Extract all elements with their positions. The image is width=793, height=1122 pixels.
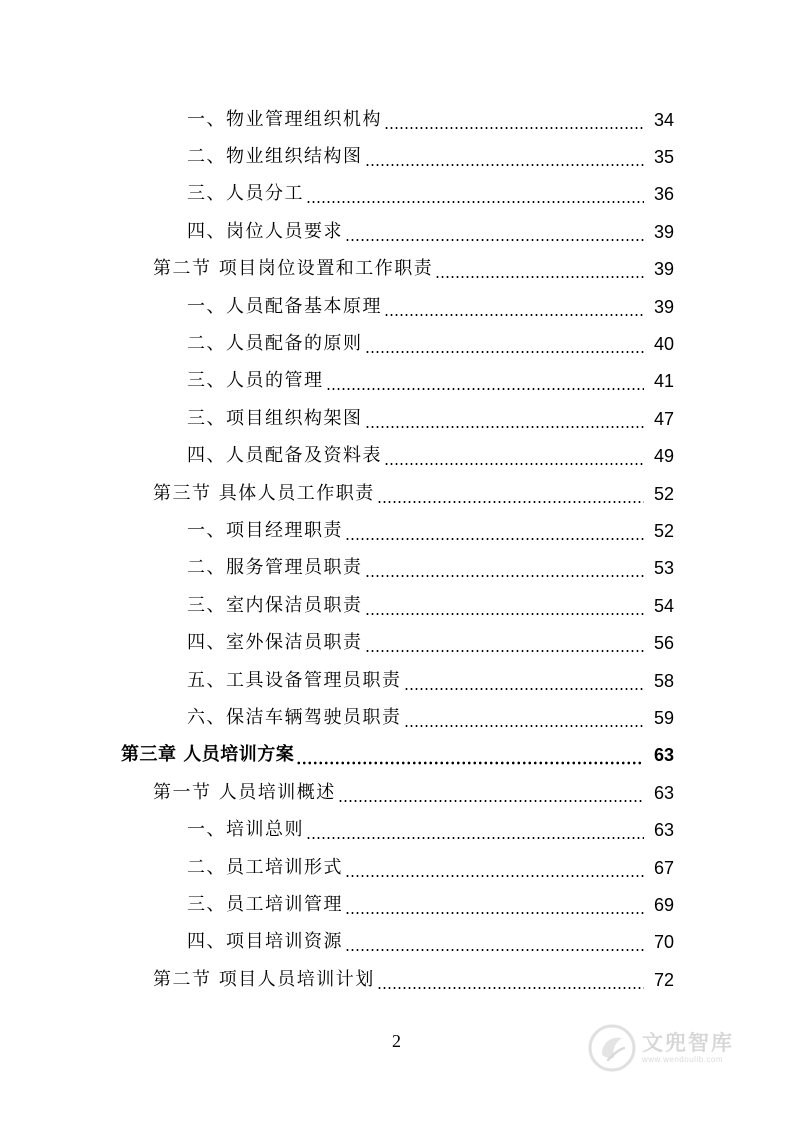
toc-entry-title: 六、保洁车辆驾驶员职责 [187, 706, 402, 728]
dot-leader [306, 183, 644, 205]
toc-entry[interactable] [0, 849, 793, 886]
toc-entry[interactable] [0, 811, 793, 848]
toc-entry-title: 三、员工培训管理 [187, 893, 343, 915]
page-number: 2 [392, 1031, 401, 1051]
dot-leader [377, 483, 644, 505]
dot-leader [384, 445, 644, 467]
toc-entry[interactable] [0, 886, 793, 923]
dot-leader [326, 370, 645, 392]
toc-entry-page: 54 [653, 595, 674, 616]
toc-entry-title: 三、项目组织构架图 [187, 407, 363, 429]
toc-entry-page: 56 [653, 633, 674, 654]
toc-entry[interactable] [0, 550, 793, 587]
toc-entry-page: 41 [653, 371, 674, 392]
toc-entry-page: 36 [653, 184, 674, 205]
toc-entry[interactable] [0, 924, 793, 961]
toc-entry-page: 72 [653, 969, 674, 990]
toc-entry-page: 35 [653, 147, 674, 168]
toc-entry-page: 40 [653, 334, 674, 355]
dot-leader [404, 707, 645, 729]
toc-entry[interactable] [0, 363, 793, 400]
toc-entry[interactable] [0, 101, 793, 138]
toc-entry-page: 53 [653, 558, 674, 579]
watermark-url: www.wendoulib.com [642, 1055, 723, 1064]
toc-entry-title: 四、人员配备及资料表 [187, 445, 382, 467]
watermark [588, 1018, 788, 1078]
toc-entry-title: 一、物业管理组织机构 [187, 108, 382, 130]
toc-entry[interactable] [0, 288, 793, 325]
toc-entry-title: 四、项目培训资源 [187, 931, 343, 953]
wenku-logo-icon [588, 1024, 636, 1072]
dot-leader [306, 819, 644, 841]
toc-entry[interactable] [0, 325, 793, 362]
toc-entry-title: 三、人员的管理 [187, 370, 324, 392]
toc-entry-page: 67 [653, 857, 674, 878]
toc-entry[interactable] [0, 400, 793, 437]
toc-entry-title: 四、岗位人员要求 [187, 220, 343, 242]
toc-entry-title: 四、室外保洁员职责 [187, 632, 363, 654]
toc-entry-title: 第二节 项目岗位设置和工作职责 [153, 258, 434, 280]
watermark-text [642, 1031, 734, 1065]
toc-entry-title: 第三节 具体人员工作职责 [153, 482, 375, 504]
toc-entry-page: 63 [653, 745, 674, 766]
dot-leader [365, 408, 645, 430]
toc-entry-title: 五、工具设备管理员职责 [187, 669, 402, 691]
dot-leader [377, 969, 644, 991]
watermark-name: 文兜智库 [642, 1031, 734, 1055]
toc-entry-page: 63 [653, 782, 674, 803]
toc-entry[interactable] [0, 138, 793, 175]
toc-entry-title: 二、服务管理员职责 [187, 557, 363, 579]
toc-entry-page: 52 [653, 483, 674, 504]
toc-entry[interactable] [0, 512, 793, 549]
toc-entry-page: 59 [653, 707, 674, 728]
dot-leader [384, 296, 644, 318]
toc-entry[interactable] [0, 176, 793, 213]
toc-entry-title: 第二节 项目人员培训计划 [153, 968, 375, 990]
dot-leader [365, 557, 645, 579]
dot-leader [345, 931, 644, 953]
toc-entry[interactable] [0, 587, 793, 624]
toc-entry-title: 第三章 人员培训方案 [121, 744, 295, 766]
dot-leader [365, 333, 645, 355]
toc-entry-page: 63 [653, 820, 674, 841]
toc-entry[interactable] [0, 213, 793, 250]
toc-entry-page: 39 [653, 221, 674, 242]
toc-entry-title: 一、培训总则 [187, 819, 304, 841]
dot-leader [404, 670, 645, 692]
toc-entry-title: 二、物业组织结构图 [187, 146, 363, 168]
toc-entry-title: 三、室内保洁员职责 [187, 594, 363, 616]
toc-entry-page: 49 [653, 446, 674, 467]
toc-entry-page: 52 [653, 520, 674, 541]
dot-leader [435, 258, 644, 280]
toc-entry-page: 39 [653, 296, 674, 317]
dot-leader [345, 221, 644, 243]
toc-entry[interactable] [0, 251, 793, 288]
toc-entry[interactable] [0, 438, 793, 475]
toc-entry[interactable] [0, 662, 793, 699]
toc-entry[interactable] [0, 774, 793, 811]
toc-entry-title: 第一节 人员培训概述 [153, 781, 336, 803]
toc-entry[interactable] [0, 961, 793, 998]
toc-entry-page: 47 [653, 408, 674, 429]
toc-entry-title: 二、员工培训形式 [187, 856, 343, 878]
toc-entry[interactable] [0, 699, 793, 736]
toc-entry-page: 69 [653, 894, 674, 915]
dot-leader [365, 595, 645, 617]
dot-leader [365, 146, 645, 168]
dot-leader [365, 632, 645, 654]
toc-entry-title: 二、人员配备的原则 [187, 333, 363, 355]
toc-entry-title: 一、人员配备基本原理 [187, 295, 382, 317]
dot-leader [384, 109, 644, 131]
toc-entry[interactable] [0, 475, 793, 512]
dot-leader [345, 894, 644, 916]
toc-entry[interactable] [0, 737, 793, 774]
dot-leader [296, 744, 644, 766]
table-of-contents [0, 101, 793, 998]
toc-entry-page: 39 [653, 259, 674, 280]
toc-entry[interactable] [0, 624, 793, 661]
dot-leader [345, 520, 644, 542]
toc-entry-title: 三、人员分工 [187, 183, 304, 205]
dot-leader [338, 782, 644, 804]
dot-leader [345, 857, 644, 879]
toc-entry-title: 一、项目经理职责 [187, 519, 343, 541]
toc-entry-page: 58 [653, 670, 674, 691]
toc-entry-page: 34 [653, 109, 674, 130]
toc-entry-page: 70 [653, 932, 674, 953]
